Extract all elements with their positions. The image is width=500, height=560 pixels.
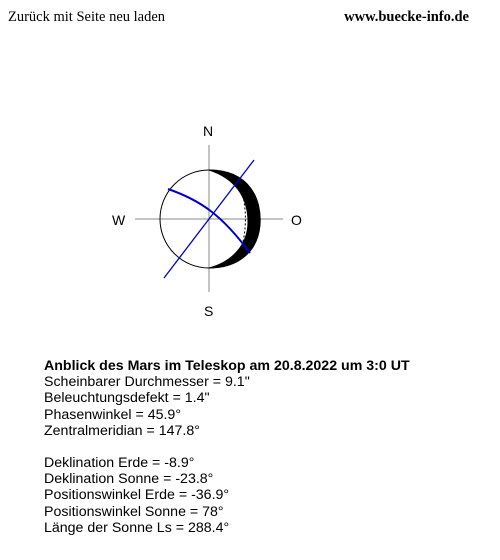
compass-south: S — [204, 303, 214, 319]
solar-longitude: Länge der Sonne Ls = 288.4° — [44, 519, 230, 536]
phase-angle: Phasenwinkel = 45.9° — [44, 406, 181, 423]
compass-north: N — [203, 123, 214, 139]
reload-link[interactable]: Zurück mit Seite neu laden — [8, 9, 166, 25]
central-meridian-value: Zentralmeridian = 147.8° — [44, 422, 200, 439]
earth-declination: Deklination Erde = -8.9° — [44, 455, 195, 472]
compass-east: O — [291, 212, 302, 228]
earth-position-angle: Positionswinkel Erde = -36.9° — [44, 487, 230, 504]
observation-info — [44, 358, 410, 536]
spacer — [44, 439, 410, 455]
illumination-defect: Beleuchtungsdefekt = 1.4" — [44, 390, 210, 407]
observation-title: Anblick des Mars im Teleskop am 20.8.2022 um 3:0 UT — [44, 358, 410, 374]
sun-declination: Deklination Sonne = -23.8° — [44, 471, 214, 488]
site-link[interactable]: www.buecke-info.de — [344, 9, 469, 25]
compass-west: W — [112, 212, 126, 228]
apparent-diameter: Scheinbarer Durchmesser = 9.1" — [44, 374, 250, 391]
sun-position-angle: Positionswinkel Sonne = 78° — [44, 503, 224, 520]
